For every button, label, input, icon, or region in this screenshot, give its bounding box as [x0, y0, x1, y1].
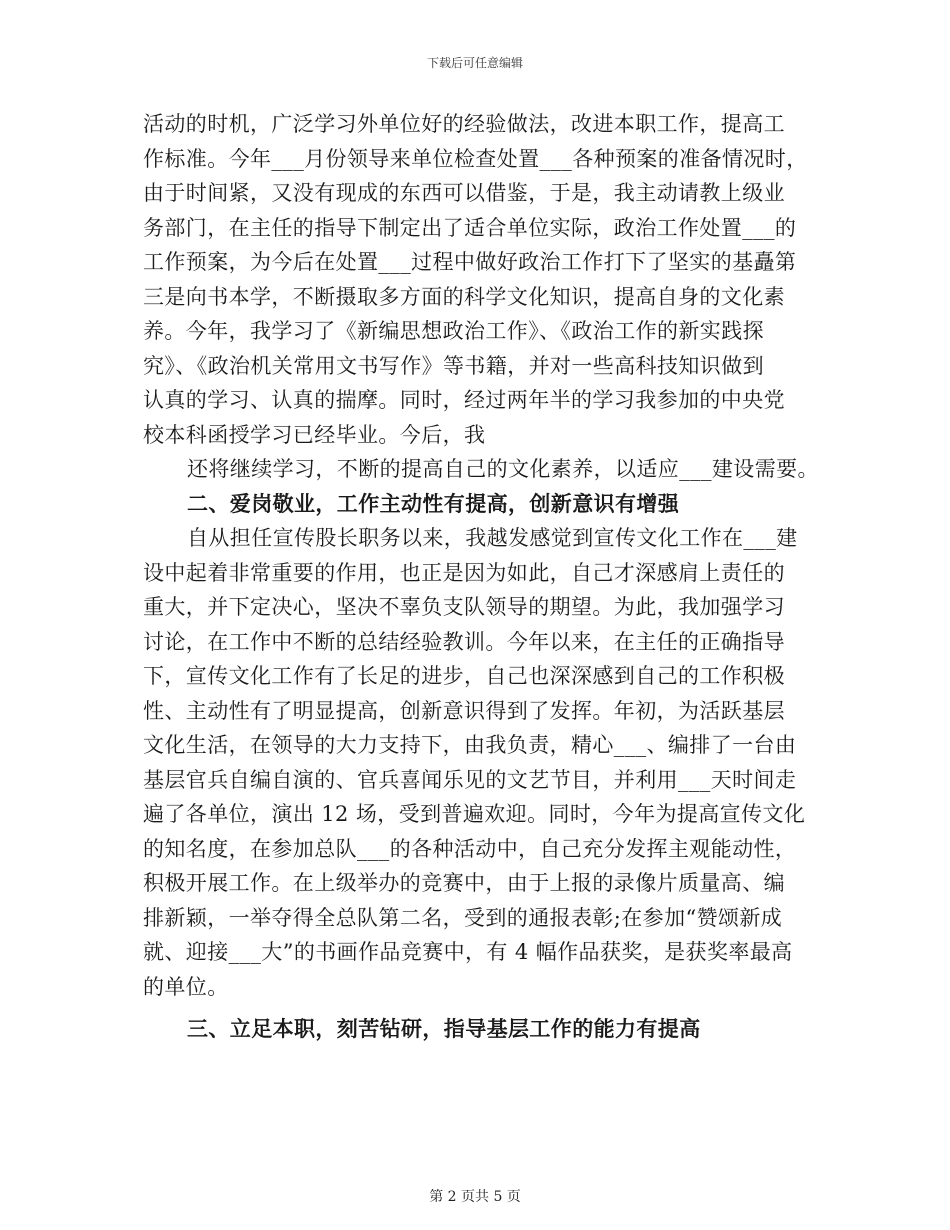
body-line: 的单位。 [143, 974, 229, 999]
body-line: 重大，并下定决心，坚决不辜负支队领导的期望。为此，我加强学习 [143, 595, 785, 619]
body-line: 认真的学习、认真的揣摩。同时，经过两年半的学习我参加的中央党 [143, 388, 785, 412]
body-line: 讨论，在工作中不断的总结经验教训。今年以来，在主任的正确指导 [143, 629, 785, 654]
section-heading-3: 三、立足本职，刻苦钻研，指导基层工作的能力有提高 [187, 1016, 701, 1041]
body-line: 作标准。今年___月份领导来单位检查处置___各种预案的准备情况时， [143, 146, 808, 171]
body-line: 校本科函授学习已经毕业。今后，我 [143, 422, 486, 447]
body-line: 设中起着非常重要的作用，也正是因为如此，自己才深感肩上责任的 [143, 560, 785, 585]
body-line: 究》、《政治机关常用文书写作》等书籍，并对一些高科技知识做到 [143, 353, 764, 378]
page-footer: 第 2 页共 5 页 [429, 1189, 521, 1205]
body-line: 还将继续学习，不断的提高自己的文化素养，以适应___建设需要。 [187, 457, 819, 481]
body-line: 排新颖，一举夺得全总队第二名，受到的通报表彰;在参加“赞颂新成 [143, 905, 783, 930]
body-line: 文化生活，在领导的大力支持下，由我负责，精心___、编排了一台由 [143, 733, 797, 757]
body-line: 自从担任宣传股长职务以来，我越发感觉到宣传文化工作在___建 [187, 526, 798, 550]
body-line: 务部门，在主任的指导下制定出了适合单位实际，政治工作处置___的 [143, 215, 797, 240]
body-line: 的知名度，在参加总队___的各种活动中，自己充分发挥主观能动性， [143, 836, 797, 861]
body-line: 工作预案，为今后在处置___过程中做好政治工作打下了坚实的基矗第 [143, 250, 797, 274]
body-line: 就、迎接___大”的书画作品竞赛中，有 4 幅作品获奖，是获奖率最高 [143, 940, 793, 964]
section-heading-2: 二、爱岗敬业，工作主动性有提高，创新意识有增强 [187, 490, 680, 516]
body-line: 遍了各单位，演出 12 场，受到普遍欢迎。同时，今年为提高宣传文化 [143, 802, 806, 826]
body-line: 基层官兵自编自演的、官兵喜闻乐见的文艺节目，并利用___天时间走 [143, 767, 797, 792]
body-line: 三是向书本学，不断摄取多方面的科学文化知识，提高自身的文化素 [143, 284, 785, 309]
body-line: 活动的时机，广泛学习外单位好的经验做法，改进本职工作，提高工 [143, 112, 785, 136]
body-line: 下，宣传文化工作有了长足的进步，自己也深深感到自己的工作积极 [143, 664, 785, 688]
body-line: 养。今年，我学习了《新编思想政治工作》、《政治工作的新实践探 [143, 319, 764, 343]
document-body [143, 107, 823, 1047]
body-line: 由于时间紧，又没有现成的东西可以借鉴，于是，我主动请教上级业 [143, 181, 785, 205]
page-header: 下载后可任意编辑 [426, 56, 523, 70]
body-line: 积极开展工作。在上级举办的竞赛中，由于上报的录像片质量高、编 [143, 871, 785, 895]
body-line: 性、主动性有了明显提高，创新意识得到了发挥。年初，为活跃基层 [143, 698, 785, 723]
